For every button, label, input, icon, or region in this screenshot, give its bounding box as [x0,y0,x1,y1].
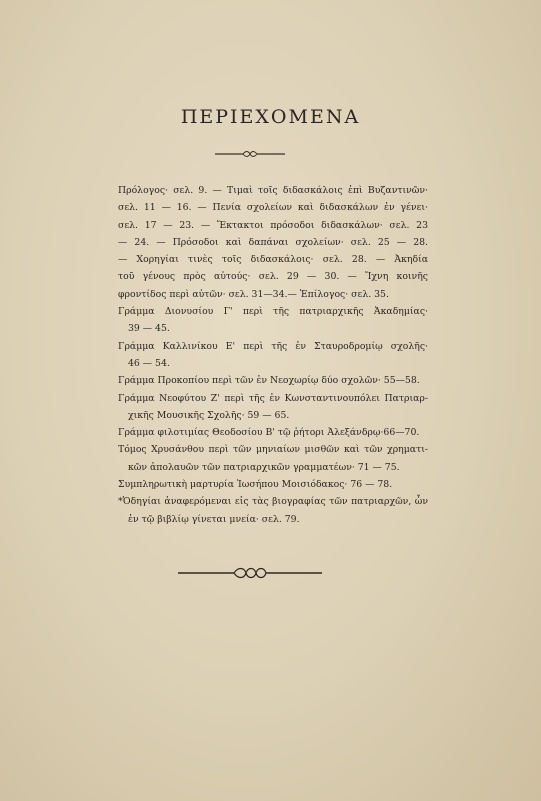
contents-line: — 24. — Πρόσοδοι καὶ δαπάναι σχολείων· σελ. 25 — 28. [118,236,428,248]
contents-entry [118,182,428,303]
contents-entry [118,372,428,389]
contents-line: σελ. 11 — 16. — Πενία σχολείων καὶ διδασκάλων ἐν γένει· [118,202,428,214]
contents-line: χικῆς Μουσικῆς Σχολῆς· 59 — 65. [128,409,290,421]
ornament-rule-bottom [178,566,322,580]
contents-entry [118,338,428,373]
contents-entry [118,303,428,338]
contents-line: Γράμμα φιλοτιμίας Θεοδοσίου Β' τῷ ῥήτορι Ἀλεξάνδρῳ·66—70. [118,427,420,439]
contents-entry [118,441,428,476]
contents-line: Γράμμα Προκοπίου περὶ τῶν ἐν Νεοχωρίῳ δύο σχολῶν· 55—58. [118,375,420,387]
contents-line: Τόμος Χρυσάνθου περὶ τῶν μηνιαίων μισθῶν καὶ τῶν χρηματι- [118,444,428,456]
contents-line: — Χορηγίαι τινὲς τοῖς διδασκάλοις· σελ. 28. — Ἀκηδία [118,254,428,266]
contents-line: φροντίδος περὶ αὐτῶν· σελ. 31—34.— Ἐπίλογος· σελ. 35. [118,288,389,300]
contents-line: σελ. 17 — 23. — Ἔκτακτοι πρόσοδοι διδασκάλων· σελ. 23 [118,219,428,231]
contents-entry [118,476,428,493]
contents-line: 39 — 45. [128,323,170,335]
page-title: ΠΕΡΙΕΧΟΜΕΝΑ [180,106,361,128]
contents-entry [118,390,428,425]
contents-line: Πρόλογος· σελ. 9. — Τιμαὶ τοῖς διδασκάλοις ἐπὶ Βυζαντινῶν· [118,185,428,196]
contents-list [118,182,428,528]
contents-line: 46 — 54. [128,357,170,369]
ornament-rule-top [215,147,285,161]
contents-entry [118,424,428,441]
contents-line: τοῦ γένους πρὸς αὐτούς· σελ. 29 — 30. — Ἴχνη κοινῆς [118,271,428,283]
contents-line: Γράμμα Διονυσίου Γ' περὶ τῆς πατριαρχικῆς Ἀκαδημίας· [118,306,428,318]
contents-line: Γράμμα Νεοφύτου Ζ' περὶ τῆς ἐν Κωνσταντινουπόλει Πατριαρ- [118,392,428,404]
contents-line: *Ὁδηγίαι ἀναφερόμεναι εἰς τὰς βιογραφίας τῶν πατριαρχῶν, ὧν [118,496,428,508]
contents-line: ἐν τῷ βιβλίῳ γίνεται μνεία· σελ. 79. [128,513,300,525]
contents-entry [118,493,428,528]
contents-line: κῶν ἀπολαυῶν τῶν πατριαρχικῶν γραμματέων· 71 — 75. [128,461,400,473]
contents-line: Συμπληρωτικὴ μαρτυρία Ἰωσήπου Μοισιόδακος· 76 — 78. [118,479,393,491]
contents-line: Γράμμα Καλλινίκου Ε' περὶ τῆς ἐν Σταυροδρομίῳ σχολῆς· [118,340,428,352]
